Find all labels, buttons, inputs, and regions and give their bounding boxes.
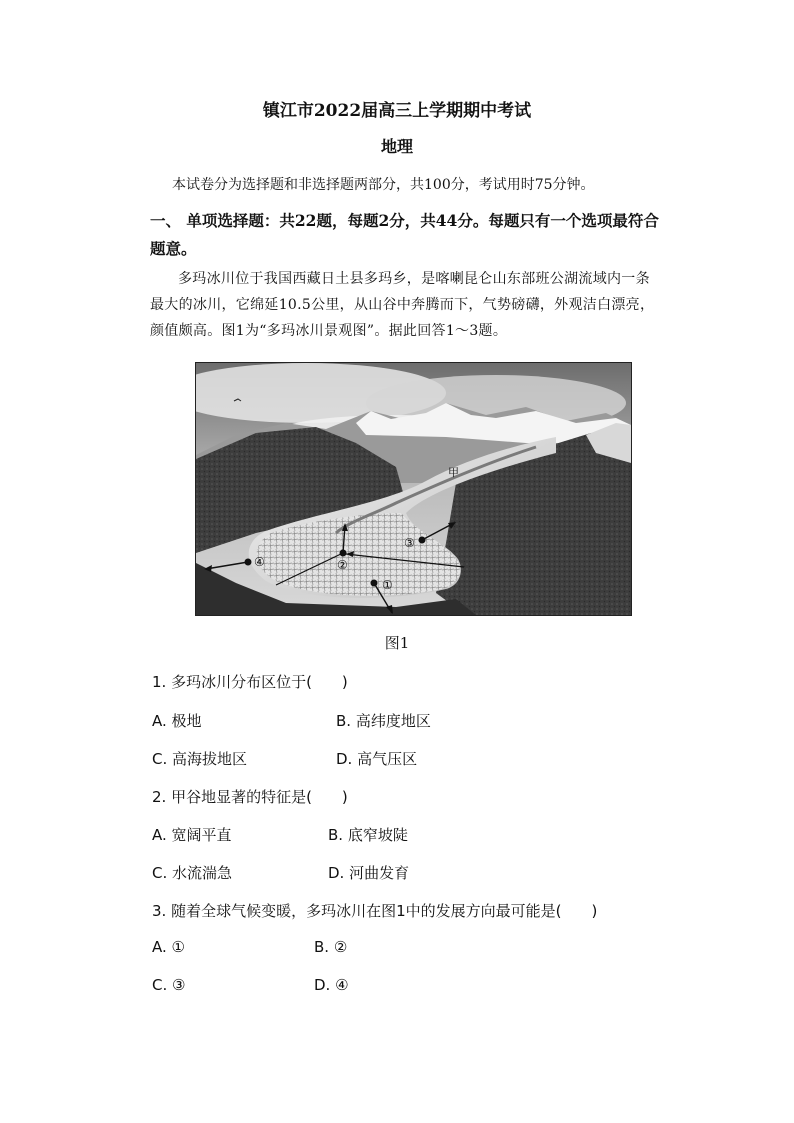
figure-caption: 图1 xyxy=(384,634,410,652)
question-2-stem: 2. 甲谷地显著的特征是( ) xyxy=(152,788,348,806)
q3-option-a[interactable]: A. ① xyxy=(152,938,185,956)
reading-passage: 多玛冰川位于我国西藏日土县多玛乡，是喀喇昆仑山东部班公湖流域内一条最大的冰川，它绵延10.5公里，从山谷中奔腾而下，气势磅礴，外观洁白漂亮，颜值颇高。图1为“多玛冰川景观图”。据此回答1～3题。 xyxy=(150,271,655,339)
q2-option-a[interactable]: A. 宽阔平直 xyxy=(152,826,232,844)
q3-option-b[interactable]: B. ② xyxy=(314,938,348,956)
question-3-stem: 3. 随着全球气候变暖，多玛冰川在图1中的发展方向最可能是( ) xyxy=(152,902,598,920)
glacier-figure xyxy=(195,362,632,616)
glacier-illustration xyxy=(196,363,631,615)
subject-title: 地理 xyxy=(380,137,413,156)
label-point-4: ④ xyxy=(254,555,265,569)
q2-option-d[interactable]: D. 河曲发育 xyxy=(328,864,410,882)
q1-option-b[interactable]: B. 高纬度地区 xyxy=(336,712,431,730)
q1-option-d[interactable]: D. 高气压区 xyxy=(336,750,418,768)
question-1-stem: 1. 多玛冰川分布区位于( ) xyxy=(152,673,348,691)
section-heading: 一、 单项选择题：共22题，每题2分，共44分。每题只有一个选项最符合题意。 xyxy=(150,211,659,258)
q1-option-c[interactable]: C. 高海拔地区 xyxy=(152,750,248,768)
label-point-3: ③ xyxy=(404,536,415,550)
label-point-1: ① xyxy=(382,578,393,592)
q2-option-b[interactable]: B. 底窄坡陡 xyxy=(328,826,408,844)
q3-option-d[interactable]: D. ④ xyxy=(314,976,349,994)
exam-intro: 本试卷分为选择题和非选择题两部分，共100分，考试用时75分钟。 xyxy=(172,177,595,193)
q2-option-c[interactable]: C. 水流湍急 xyxy=(152,864,233,882)
q1-option-a[interactable]: A. 极地 xyxy=(152,712,202,730)
page-title: 镇江市2022届高三上学期期中考试 xyxy=(262,101,532,121)
label-point-2: ② xyxy=(337,558,348,572)
q3-option-c[interactable]: C. ③ xyxy=(152,976,186,994)
label-jia: 甲 xyxy=(448,466,459,479)
